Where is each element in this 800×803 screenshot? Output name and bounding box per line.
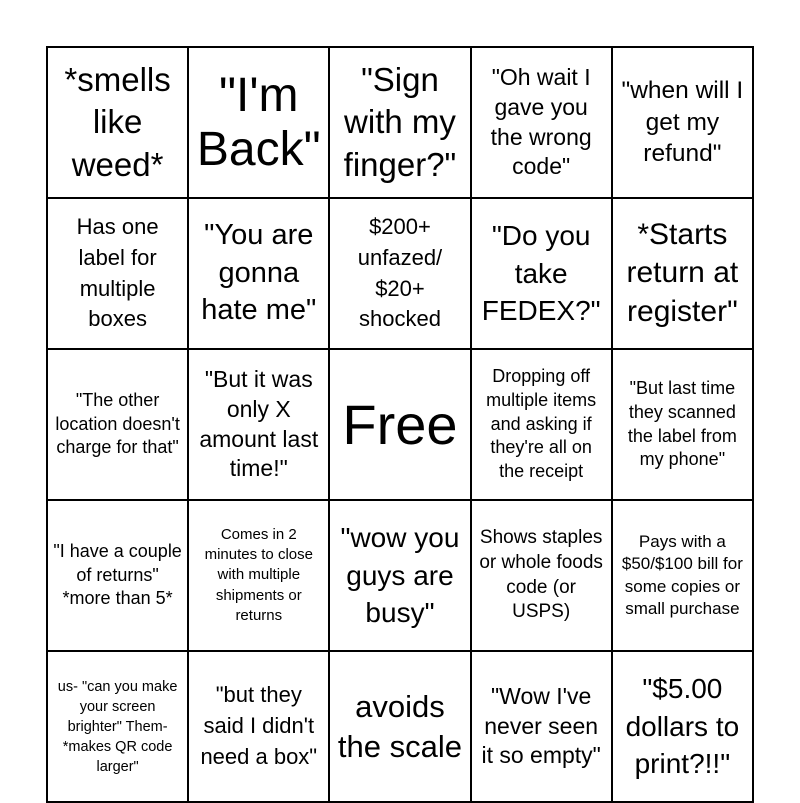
bingo-cell[interactable] (329, 651, 470, 802)
cell-text: *Starts return at register" (626, 218, 739, 328)
cell-text: "when will I get my refund" (621, 77, 744, 168)
bingo-row-5 (47, 651, 753, 802)
bingo-cell[interactable] (612, 47, 753, 198)
bingo-cell[interactable] (329, 47, 470, 198)
bingo-cell[interactable] (471, 500, 612, 651)
bingo-cell[interactable] (471, 47, 612, 198)
bingo-cell[interactable] (188, 198, 329, 349)
bingo-row-2 (47, 198, 753, 349)
cell-text: Comes in 2 minutes to close with multiple shipments or returns (204, 525, 313, 624)
bingo-cell[interactable] (188, 500, 329, 651)
cell-text: *smells like weed* (64, 61, 171, 183)
cell-text: Has one label for multiple boxes (76, 213, 159, 332)
cell-text: "Oh wait I gave you the wrong code" (490, 63, 592, 180)
bingo-cell[interactable] (471, 198, 612, 349)
cell-text: us- "can you make your screen brighter" Them- *makes QR code larger" (57, 678, 178, 775)
cell-text: "but they said I didn't need a box" (200, 682, 318, 769)
free-space[interactable] (329, 349, 470, 500)
cell-text: $200+ unfazed/ $20+ shocked (357, 213, 443, 332)
bingo-row-3 (47, 349, 753, 500)
cell-text: Shows staples or whole foods code (or USPS) (479, 527, 603, 623)
bingo-cell[interactable] (188, 47, 329, 198)
cell-text: "You are gonna hate me" (201, 218, 317, 327)
cell-text: "Sign with my finger?" (343, 61, 457, 183)
cell-text: Pays with a $50/$100 bill for some copies or small purchase (621, 531, 743, 618)
cell-text: "The other location doesn't charge for that" (55, 389, 180, 458)
cell-text: "Wow I've never seen it so empty" (481, 682, 601, 769)
bingo-cell[interactable] (47, 500, 188, 651)
cell-text: "Do you take FEDEX?" (481, 219, 601, 327)
bingo-cell[interactable] (612, 651, 753, 802)
cell-text: "I have a couple of returns" *more than 5* (53, 540, 182, 609)
bingo-cell[interactable] (47, 349, 188, 500)
cell-text: "But it was only X amount last time!" (199, 365, 319, 482)
cell-text: "wow you guys are busy" (340, 521, 460, 629)
cell-text: "I'm Back" (196, 68, 321, 176)
cell-text: "But last time they scanned the label from my phone" (627, 378, 737, 470)
bingo-cell[interactable] (612, 349, 753, 500)
bingo-board (46, 46, 754, 803)
bingo-cell[interactable] (471, 651, 612, 802)
bingo-cell[interactable] (471, 349, 612, 500)
bingo-cell[interactable] (329, 198, 470, 349)
bingo-cell[interactable] (329, 500, 470, 651)
bingo-cell[interactable] (47, 651, 188, 802)
bingo-cell[interactable] (612, 198, 753, 349)
cell-text: "$5.00 dollars to print?!!" (625, 672, 740, 780)
bingo-cell[interactable] (47, 198, 188, 349)
bingo-cell[interactable] (188, 651, 329, 802)
bingo-row-1 (47, 47, 753, 198)
free-space-label: Free (342, 392, 458, 456)
cell-text: Dropping off multiple items and asking if they're all on the receipt (486, 366, 597, 482)
cell-text: avoids the scale (337, 689, 462, 764)
bingo-cell[interactable] (47, 47, 188, 198)
bingo-cell[interactable] (612, 500, 753, 651)
bingo-row-4 (47, 500, 753, 651)
bingo-cell[interactable] (188, 349, 329, 500)
